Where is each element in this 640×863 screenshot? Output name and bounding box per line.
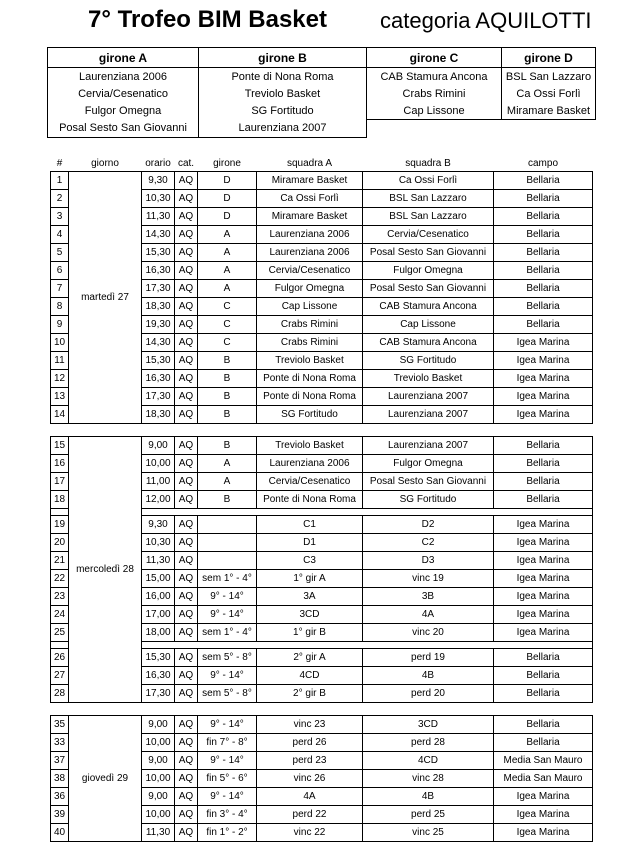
match-cat: AQ xyxy=(175,298,198,316)
match-girone: fin 7° - 8° xyxy=(198,734,257,752)
match-squadra-b: 4B xyxy=(363,667,494,685)
match-squadra-a: C3 xyxy=(257,552,363,570)
match-squadra-b: vinc 19 xyxy=(363,570,494,588)
match-campo: Bellaria xyxy=(494,734,593,752)
match-number: 9 xyxy=(51,316,69,334)
match-girone: C xyxy=(198,316,257,334)
match-number: 10 xyxy=(51,334,69,352)
match-number: 15 xyxy=(51,437,69,455)
day-label: giovedì 29 xyxy=(69,716,142,842)
match-cat: AQ xyxy=(175,534,198,552)
match-number: 33 xyxy=(51,734,69,752)
page-subtitle: categoria AQUILOTTI xyxy=(380,8,592,33)
match-number: 16 xyxy=(51,455,69,473)
match-squadra-a: Ponte di Nona Roma xyxy=(257,388,363,406)
gironi-row xyxy=(48,68,596,86)
match-squadra-b: Fulgor Omegna xyxy=(363,262,494,280)
match-girone: C xyxy=(198,298,257,316)
col-orario-header: orario xyxy=(145,157,171,169)
match-squadra-b: vinc 20 xyxy=(363,624,494,642)
match-campo: Bellaria xyxy=(494,667,593,685)
match-orario: 16,30 xyxy=(142,667,175,685)
match-squadra-a: Crabs Rimini xyxy=(257,334,363,352)
col-girone-header: girone xyxy=(213,157,241,169)
match-orario: 17,00 xyxy=(142,606,175,624)
match-girone: D xyxy=(198,172,257,190)
match-number: 5 xyxy=(51,244,69,262)
match-campo: Igea Marina xyxy=(494,552,593,570)
block-separator xyxy=(51,703,593,716)
match-orario: 18,30 xyxy=(142,298,175,316)
match-girone: B xyxy=(198,388,257,406)
match-squadra-b: CAB Stamura Ancona xyxy=(363,298,494,316)
match-cat: AQ xyxy=(175,624,198,642)
match-orario: 10,30 xyxy=(142,190,175,208)
match-orario: 16,00 xyxy=(142,588,175,606)
match-number: 11 xyxy=(51,352,69,370)
match-girone: D xyxy=(198,208,257,226)
match-squadra-a: Ponte di Nona Roma xyxy=(257,370,363,388)
table-row xyxy=(51,172,593,190)
match-number: 13 xyxy=(51,388,69,406)
separator-cell xyxy=(51,424,593,437)
match-number: 36 xyxy=(51,788,69,806)
match-squadra-b: SG Fortitudo xyxy=(363,352,494,370)
match-cat: AQ xyxy=(175,667,198,685)
match-orario: 18,30 xyxy=(142,406,175,424)
match-orario: 9,30 xyxy=(142,516,175,534)
match-orario: 15,30 xyxy=(142,352,175,370)
match-number: 6 xyxy=(51,262,69,280)
match-campo: Igea Marina xyxy=(494,824,593,842)
match-campo: Igea Marina xyxy=(494,370,593,388)
match-campo: Igea Marina xyxy=(494,352,593,370)
match-number: 40 xyxy=(51,824,69,842)
match-girone: fin 5° - 6° xyxy=(198,770,257,788)
gironi-cell: Laurenziana 2007 xyxy=(199,120,367,138)
gironi-row xyxy=(48,85,596,102)
match-squadra-a: perd 26 xyxy=(257,734,363,752)
match-orario: 9,30 xyxy=(142,172,175,190)
match-orario: 17,30 xyxy=(142,388,175,406)
match-campo: Bellaria xyxy=(494,280,593,298)
match-squadra-a: Cervia/Cesenatico xyxy=(257,473,363,491)
match-girone: B xyxy=(198,491,257,509)
match-cat: AQ xyxy=(175,406,198,424)
match-number: 8 xyxy=(51,298,69,316)
match-squadra-a: Laurenziana 2006 xyxy=(257,455,363,473)
match-squadra-a: Cap Lissone xyxy=(257,298,363,316)
match-squadra-a: Ponte di Nona Roma xyxy=(257,491,363,509)
match-squadra-b: Ca Ossi Forlì xyxy=(363,172,494,190)
col-squadra-b-header: squadra B xyxy=(405,157,451,169)
match-number: 28 xyxy=(51,685,69,703)
match-squadra-b: Laurenziana 2007 xyxy=(363,437,494,455)
match-campo: Igea Marina xyxy=(494,788,593,806)
girone-d-header: girone D xyxy=(502,48,596,68)
match-campo: Igea Marina xyxy=(494,606,593,624)
col-number-header: # xyxy=(56,157,63,169)
match-squadra-a: Cervia/Cesenatico xyxy=(257,262,363,280)
match-girone: B xyxy=(198,370,257,388)
match-campo: Igea Marina xyxy=(494,406,593,424)
match-campo: Bellaria xyxy=(494,208,593,226)
match-squadra-b: 3B xyxy=(363,588,494,606)
match-squadra-b: perd 20 xyxy=(363,685,494,703)
match-squadra-b: 4CD xyxy=(363,752,494,770)
match-cat: AQ xyxy=(175,824,198,842)
match-squadra-a: Treviolo Basket xyxy=(257,352,363,370)
match-squadra-a: 3A xyxy=(257,588,363,606)
match-squadra-a: 1° gir A xyxy=(257,570,363,588)
gironi-cell-empty xyxy=(502,120,596,138)
match-squadra-a: Fulgor Omegna xyxy=(257,280,363,298)
match-cat: AQ xyxy=(175,226,198,244)
match-girone: sem 1° - 4° xyxy=(198,570,257,588)
table-row xyxy=(51,716,593,734)
match-squadra-b: Fulgor Omegna xyxy=(363,455,494,473)
match-number: 20 xyxy=(51,534,69,552)
match-campo: Igea Marina xyxy=(494,334,593,352)
match-girone: D xyxy=(198,190,257,208)
col-giorno-header: giorno xyxy=(91,157,119,169)
match-campo: Igea Marina xyxy=(494,806,593,824)
match-squadra-a: D1 xyxy=(257,534,363,552)
match-orario: 9,00 xyxy=(142,788,175,806)
match-campo: Bellaria xyxy=(494,491,593,509)
match-squadra-a: Ca Ossi Forlì xyxy=(257,190,363,208)
gironi-cell-empty xyxy=(367,120,502,138)
match-squadra-a: vinc 23 xyxy=(257,716,363,734)
match-number: 22 xyxy=(51,570,69,588)
girone-b-header: girone B xyxy=(199,48,367,68)
match-number: 18 xyxy=(51,491,69,509)
match-girone: 9° - 14° xyxy=(198,788,257,806)
gironi-cell: Treviolo Basket xyxy=(199,85,367,102)
match-squadra-b: perd 28 xyxy=(363,734,494,752)
match-girone: 9° - 14° xyxy=(198,716,257,734)
gironi-cell: Miramare Basket xyxy=(502,102,596,120)
match-number: 17 xyxy=(51,473,69,491)
match-squadra-a: 3CD xyxy=(257,606,363,624)
match-cat: AQ xyxy=(175,208,198,226)
match-number: 2 xyxy=(51,190,69,208)
match-squadra-a: perd 22 xyxy=(257,806,363,824)
match-orario: 11,00 xyxy=(142,473,175,491)
table-row xyxy=(51,437,593,455)
match-number: 7 xyxy=(51,280,69,298)
match-cat: AQ xyxy=(175,788,198,806)
match-squadra-b: Laurenziana 2007 xyxy=(363,406,494,424)
matches-table xyxy=(50,155,593,842)
match-campo: Bellaria xyxy=(494,455,593,473)
match-girone xyxy=(198,552,257,570)
match-campo: Bellaria xyxy=(494,473,593,491)
match-orario: 12,00 xyxy=(142,491,175,509)
match-number: 14 xyxy=(51,406,69,424)
match-campo: Bellaria xyxy=(494,172,593,190)
match-cat: AQ xyxy=(175,280,198,298)
gironi-cell: Cap Lissone xyxy=(367,102,502,120)
match-squadra-b: 4A xyxy=(363,606,494,624)
match-squadra-a: 4A xyxy=(257,788,363,806)
match-number: 35 xyxy=(51,716,69,734)
match-campo: Bellaria xyxy=(494,649,593,667)
match-number: 39 xyxy=(51,806,69,824)
match-squadra-b: vinc 28 xyxy=(363,770,494,788)
match-orario: 18,00 xyxy=(142,624,175,642)
match-campo: Igea Marina xyxy=(494,588,593,606)
match-girone: A xyxy=(198,244,257,262)
match-girone: B xyxy=(198,352,257,370)
match-campo: Igea Marina xyxy=(494,516,593,534)
match-girone xyxy=(198,534,257,552)
match-number: 27 xyxy=(51,667,69,685)
match-orario: 16,30 xyxy=(142,262,175,280)
match-squadra-a: SG Fortitudo xyxy=(257,406,363,424)
match-girone: A xyxy=(198,280,257,298)
match-number: 25 xyxy=(51,624,69,642)
match-squadra-b: CAB Stamura Ancona xyxy=(363,334,494,352)
gironi-cell: CAB Stamura Ancona xyxy=(367,68,502,86)
match-girone: A xyxy=(198,473,257,491)
match-orario: 9,00 xyxy=(142,716,175,734)
match-campo: Bellaria xyxy=(494,716,593,734)
match-girone: A xyxy=(198,226,257,244)
match-cat: AQ xyxy=(175,734,198,752)
match-orario: 14,30 xyxy=(142,334,175,352)
col-squadra-a-header: squadra A xyxy=(286,157,333,169)
gironi-cell: Cervia/Cesenatico xyxy=(48,85,199,102)
gironi-cell: BSL San Lazzaro xyxy=(502,68,596,86)
match-cat: AQ xyxy=(175,752,198,770)
match-orario: 14,30 xyxy=(142,226,175,244)
girone-a-header: girone A xyxy=(48,48,199,68)
match-campo: Bellaria xyxy=(494,437,593,455)
match-campo: Bellaria xyxy=(494,685,593,703)
match-cat: AQ xyxy=(175,437,198,455)
match-number: 24 xyxy=(51,606,69,624)
match-number: 4 xyxy=(51,226,69,244)
match-cat: AQ xyxy=(175,770,198,788)
match-orario: 19,30 xyxy=(142,316,175,334)
match-cat: AQ xyxy=(175,370,198,388)
match-cat: AQ xyxy=(175,473,198,491)
day-label: martedì 27 xyxy=(69,172,142,424)
match-campo: Igea Marina xyxy=(494,570,593,588)
match-orario: 17,30 xyxy=(142,280,175,298)
block-separator xyxy=(51,424,593,437)
match-squadra-b: vinc 25 xyxy=(363,824,494,842)
match-squadra-b: 4B xyxy=(363,788,494,806)
gironi-cell: Laurenziana 2006 xyxy=(48,68,199,86)
match-girone: 9° - 14° xyxy=(198,667,257,685)
match-squadra-a: 1° gir B xyxy=(257,624,363,642)
match-girone: sem 5° - 8° xyxy=(198,649,257,667)
match-squadra-b: Posal Sesto San Giovanni xyxy=(363,244,494,262)
col-cat-header: cat. xyxy=(177,157,195,169)
match-squadra-b: perd 19 xyxy=(363,649,494,667)
matches-header-row xyxy=(51,155,593,172)
match-girone: fin 1° - 2° xyxy=(198,824,257,842)
gironi-cell: Posal Sesto San Giovanni xyxy=(48,120,199,138)
match-cat: AQ xyxy=(175,570,198,588)
gironi-cell: SG Fortitudo xyxy=(199,102,367,120)
match-campo: Igea Marina xyxy=(494,624,593,642)
match-girone: fin 3° - 4° xyxy=(198,806,257,824)
gironi-cell: Ca Ossi Forlì xyxy=(502,85,596,102)
match-cat: AQ xyxy=(175,491,198,509)
match-squadra-b: Cervia/Cesenatico xyxy=(363,226,494,244)
match-orario: 17,30 xyxy=(142,685,175,703)
separator-cell xyxy=(51,509,69,516)
match-orario: 16,30 xyxy=(142,370,175,388)
gironi-table xyxy=(47,47,596,138)
day-label: mercoledì 28 xyxy=(69,437,142,703)
match-campo: Bellaria xyxy=(494,262,593,280)
match-squadra-b: BSL San Lazzaro xyxy=(363,190,494,208)
match-orario: 15,30 xyxy=(142,649,175,667)
match-campo: Bellaria xyxy=(494,316,593,334)
match-orario: 9,00 xyxy=(142,437,175,455)
match-orario: 15,30 xyxy=(142,244,175,262)
match-squadra-b: Laurenziana 2007 xyxy=(363,388,494,406)
match-squadra-a: vinc 26 xyxy=(257,770,363,788)
match-orario: 10,30 xyxy=(142,534,175,552)
match-cat: AQ xyxy=(175,606,198,624)
match-cat: AQ xyxy=(175,552,198,570)
match-girone: 9° - 14° xyxy=(198,606,257,624)
gironi-row xyxy=(48,120,596,138)
separator-cell xyxy=(142,509,593,516)
match-squadra-b: perd 25 xyxy=(363,806,494,824)
match-squadra-a: vinc 22 xyxy=(257,824,363,842)
match-orario: 9,00 xyxy=(142,752,175,770)
match-squadra-a: Laurenziana 2006 xyxy=(257,244,363,262)
match-cat: AQ xyxy=(175,388,198,406)
match-number: 38 xyxy=(51,770,69,788)
match-cat: AQ xyxy=(175,516,198,534)
match-cat: AQ xyxy=(175,316,198,334)
match-number: 19 xyxy=(51,516,69,534)
match-cat: AQ xyxy=(175,806,198,824)
match-squadra-a: C1 xyxy=(257,516,363,534)
match-girone: 9° - 14° xyxy=(198,752,257,770)
match-number: 23 xyxy=(51,588,69,606)
match-number: 3 xyxy=(51,208,69,226)
match-campo: Media San Mauro xyxy=(494,752,593,770)
match-cat: AQ xyxy=(175,334,198,352)
match-squadra-a: perd 23 xyxy=(257,752,363,770)
match-orario: 10,00 xyxy=(142,770,175,788)
match-squadra-b: 3CD xyxy=(363,716,494,734)
match-girone: B xyxy=(198,437,257,455)
match-squadra-b: D3 xyxy=(363,552,494,570)
match-cat: AQ xyxy=(175,588,198,606)
match-squadra-b: SG Fortitudo xyxy=(363,491,494,509)
match-girone: A xyxy=(198,262,257,280)
match-campo: Igea Marina xyxy=(494,534,593,552)
match-squadra-b: Cap Lissone xyxy=(363,316,494,334)
col-campo-header: campo xyxy=(527,157,558,169)
match-number: 1 xyxy=(51,172,69,190)
match-squadra-a: 4CD xyxy=(257,667,363,685)
match-cat: AQ xyxy=(175,649,198,667)
match-girone xyxy=(198,516,257,534)
match-squadra-b: Treviolo Basket xyxy=(363,370,494,388)
match-squadra-a: Miramare Basket xyxy=(257,208,363,226)
match-squadra-a: Crabs Rimini xyxy=(257,316,363,334)
match-cat: AQ xyxy=(175,352,198,370)
match-squadra-a: 2° gir B xyxy=(257,685,363,703)
girone-c-header: girone C xyxy=(367,48,502,68)
match-squadra-a: Miramare Basket xyxy=(257,172,363,190)
match-squadra-b: Posal Sesto San Giovanni xyxy=(363,473,494,491)
match-cat: AQ xyxy=(175,190,198,208)
gironi-cell: Fulgor Omegna xyxy=(48,102,199,120)
match-number: 12 xyxy=(51,370,69,388)
matches-body xyxy=(51,172,593,842)
match-cat: AQ xyxy=(175,455,198,473)
match-campo: Media San Mauro xyxy=(494,770,593,788)
match-squadra-a: 2° gir A xyxy=(257,649,363,667)
match-squadra-b: D2 xyxy=(363,516,494,534)
match-orario: 11,30 xyxy=(142,208,175,226)
gironi-row xyxy=(48,102,596,120)
match-campo: Bellaria xyxy=(494,226,593,244)
match-orario: 11,30 xyxy=(142,552,175,570)
match-campo: Bellaria xyxy=(494,244,593,262)
match-cat: AQ xyxy=(175,716,198,734)
separator-cell xyxy=(142,642,593,649)
match-campo: Igea Marina xyxy=(494,388,593,406)
match-orario: 11,30 xyxy=(142,824,175,842)
separator-cell xyxy=(51,642,69,649)
match-orario: 10,00 xyxy=(142,806,175,824)
match-squadra-b: Posal Sesto San Giovanni xyxy=(363,280,494,298)
match-squadra-b: C2 xyxy=(363,534,494,552)
match-number: 26 xyxy=(51,649,69,667)
gironi-cell: Ponte di Nona Roma xyxy=(199,68,367,86)
match-cat: AQ xyxy=(175,685,198,703)
match-number: 37 xyxy=(51,752,69,770)
match-cat: AQ xyxy=(175,244,198,262)
match-campo: Bellaria xyxy=(494,190,593,208)
match-girone: sem 5° - 8° xyxy=(198,685,257,703)
gironi-cell: Crabs Rimini xyxy=(367,85,502,102)
match-campo: Bellaria xyxy=(494,298,593,316)
page-title: 7° Trofeo BIM Basket xyxy=(88,6,327,33)
match-squadra-b: BSL San Lazzaro xyxy=(363,208,494,226)
match-orario: 10,00 xyxy=(142,455,175,473)
match-girone: B xyxy=(198,406,257,424)
match-girone: C xyxy=(198,334,257,352)
match-number: 21 xyxy=(51,552,69,570)
gironi-header-row xyxy=(48,48,596,68)
match-squadra-a: Treviolo Basket xyxy=(257,437,363,455)
match-girone: sem 1° - 4° xyxy=(198,624,257,642)
match-girone: 9° - 14° xyxy=(198,588,257,606)
match-orario: 10,00 xyxy=(142,734,175,752)
separator-cell xyxy=(51,703,593,716)
match-cat: AQ xyxy=(175,172,198,190)
match-orario: 15,00 xyxy=(142,570,175,588)
match-squadra-a: Laurenziana 2006 xyxy=(257,226,363,244)
match-girone: A xyxy=(198,455,257,473)
match-cat: AQ xyxy=(175,262,198,280)
